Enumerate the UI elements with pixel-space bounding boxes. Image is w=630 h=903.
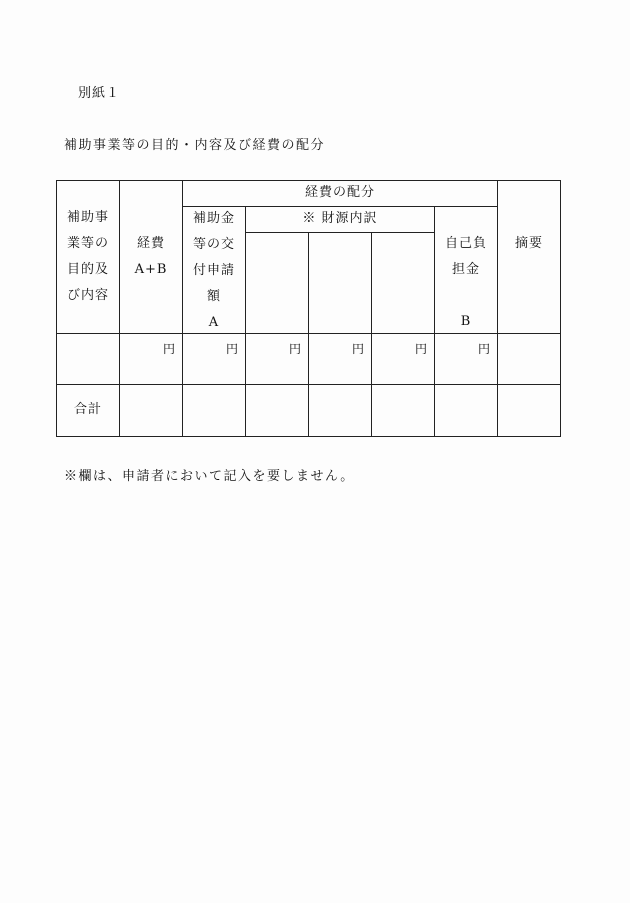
- purpose-header-line: 目的及: [66, 262, 109, 277]
- col-divider-4: [308, 232, 309, 437]
- purpose-header-line: 業等の: [66, 236, 109, 251]
- remarks-header: 摘要: [514, 236, 543, 251]
- self-burden-header-line: 担金: [451, 262, 480, 277]
- document-title: 補助事業等の目的・内容及び経費の配分: [64, 138, 326, 153]
- cost-header-line: A+B: [134, 262, 168, 277]
- unit-label: 円: [477, 342, 490, 356]
- allocation-header: 経費の配分: [304, 185, 375, 200]
- unit-label: 円: [225, 342, 238, 356]
- table-border-right: [560, 180, 561, 437]
- col-divider-1: [119, 180, 120, 437]
- self-burden-header-line: 自己負: [444, 236, 487, 251]
- subsidy-header-line: 付申請: [192, 263, 235, 278]
- unit-label: 円: [351, 342, 364, 356]
- purpose-header-line: び内容: [66, 288, 109, 303]
- funding-breakdown-header: ※ 財源内訳: [302, 211, 378, 226]
- total-label: 合計: [73, 402, 102, 417]
- subsidy-header-line: 補助金: [192, 211, 235, 226]
- self-burden-header-line: [435, 283, 497, 309]
- purpose-header-line: 補助事: [66, 210, 109, 225]
- unit-label: 円: [162, 342, 175, 356]
- cost-header: [120, 231, 182, 283]
- unit-label: 円: [414, 342, 427, 356]
- self-burden-header: [435, 231, 497, 335]
- subsidy-header: [183, 206, 245, 336]
- cost-header-line: 経費: [136, 236, 165, 251]
- footnote: ※欄は、申請者において記入を要しません。: [64, 469, 355, 484]
- subsidy-header-line: A: [208, 315, 220, 330]
- subsidy-header-line: 等の交: [192, 237, 235, 252]
- purpose-header: [57, 205, 119, 309]
- appendix-label: 別紙１: [78, 86, 121, 101]
- self-burden-header-line: B: [460, 314, 472, 329]
- col-divider-5: [371, 232, 372, 437]
- funding-divider: [245, 232, 435, 233]
- unit-label: 円: [288, 342, 301, 356]
- col-divider-3: [245, 206, 246, 437]
- subsidy-header-line: 額: [206, 289, 221, 304]
- col-divider-7: [497, 180, 498, 437]
